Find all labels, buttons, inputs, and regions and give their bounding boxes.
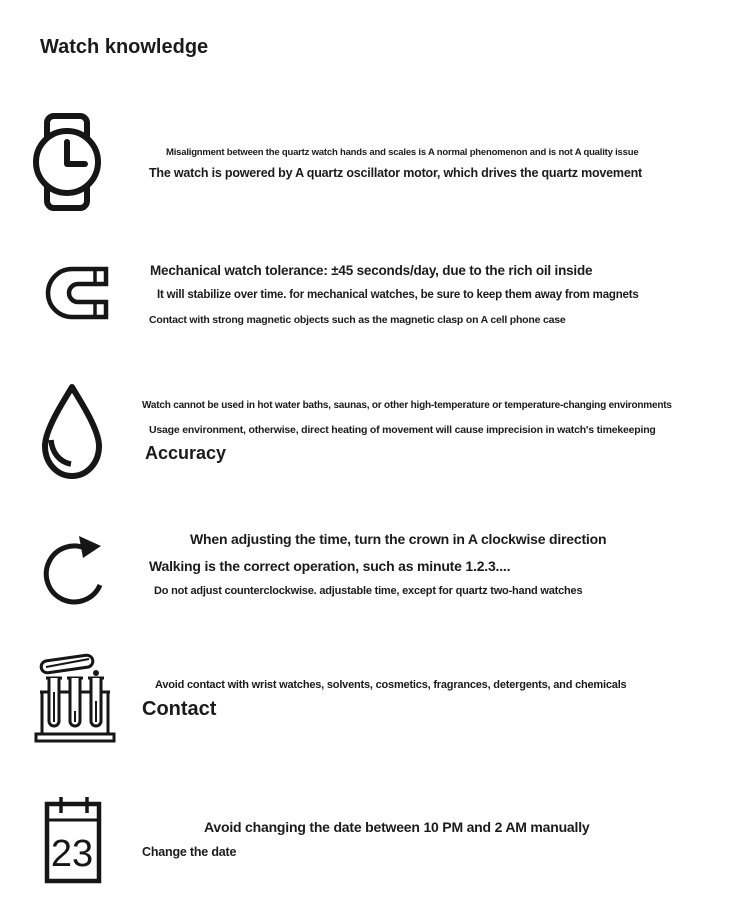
magnetic-objects-note: Contact with strong magnetic objects such as the magnetic clasp on A cell phone case (149, 314, 566, 326)
magnet-warning-text: It will stabilize over time. for mechanical watches, be sure to keep them away from magnets (157, 289, 639, 301)
crown-clockwise-text: When adjusting the time, turn the crown in A clockwise direction (190, 531, 607, 547)
correct-operation-text: Walking is the correct operation, such as minute 1.2.3.... (149, 558, 511, 574)
quartz-movement-text: The watch is powered by A quartz oscillator motor, which drives the quartz movement (149, 166, 642, 180)
counterclockwise-warning-note: Do not adjust counterclockwise. adjustable time, except for quartz two-hand watches (154, 585, 583, 597)
magnet-icon (42, 262, 110, 324)
accuracy-heading: Accuracy (145, 443, 227, 463)
contact-heading: Contact (142, 698, 217, 720)
water-drop-icon (38, 383, 106, 481)
avoid-chemicals-text: Avoid contact with wrist watches, solvents, cosmetics, fragrances, detergents, and chemicals (155, 679, 627, 691)
mechanical-tolerance-text: Mechanical watch tolerance: ±45 seconds/day, due to the rich oil inside (150, 263, 593, 278)
calendar-icon (42, 793, 104, 885)
quartz-misalignment-note: Misalignment between the quartz watch hands and scales is A normal phenomenon and is not A quality issue (166, 147, 639, 158)
usage-environment-text: Usage environment, otherwise, direct heating of movement will cause imprecision in watch's timekeeping (149, 424, 656, 436)
clockwise-arrow-icon (42, 527, 106, 611)
page-title: Watch knowledge (40, 36, 209, 58)
chemicals-test-tubes-icon (34, 648, 116, 746)
calendar-day-number: 23 (50, 833, 94, 875)
change-date-text: Change the date (142, 845, 237, 859)
hot-water-warning-note: Watch cannot be used in hot water baths, saunas, or other high-temperature or temperature-changing environments (142, 400, 672, 411)
avoid-date-change-text: Avoid changing the date between 10 PM and 2 AM manually (204, 819, 590, 835)
wristwatch-icon (30, 112, 104, 212)
